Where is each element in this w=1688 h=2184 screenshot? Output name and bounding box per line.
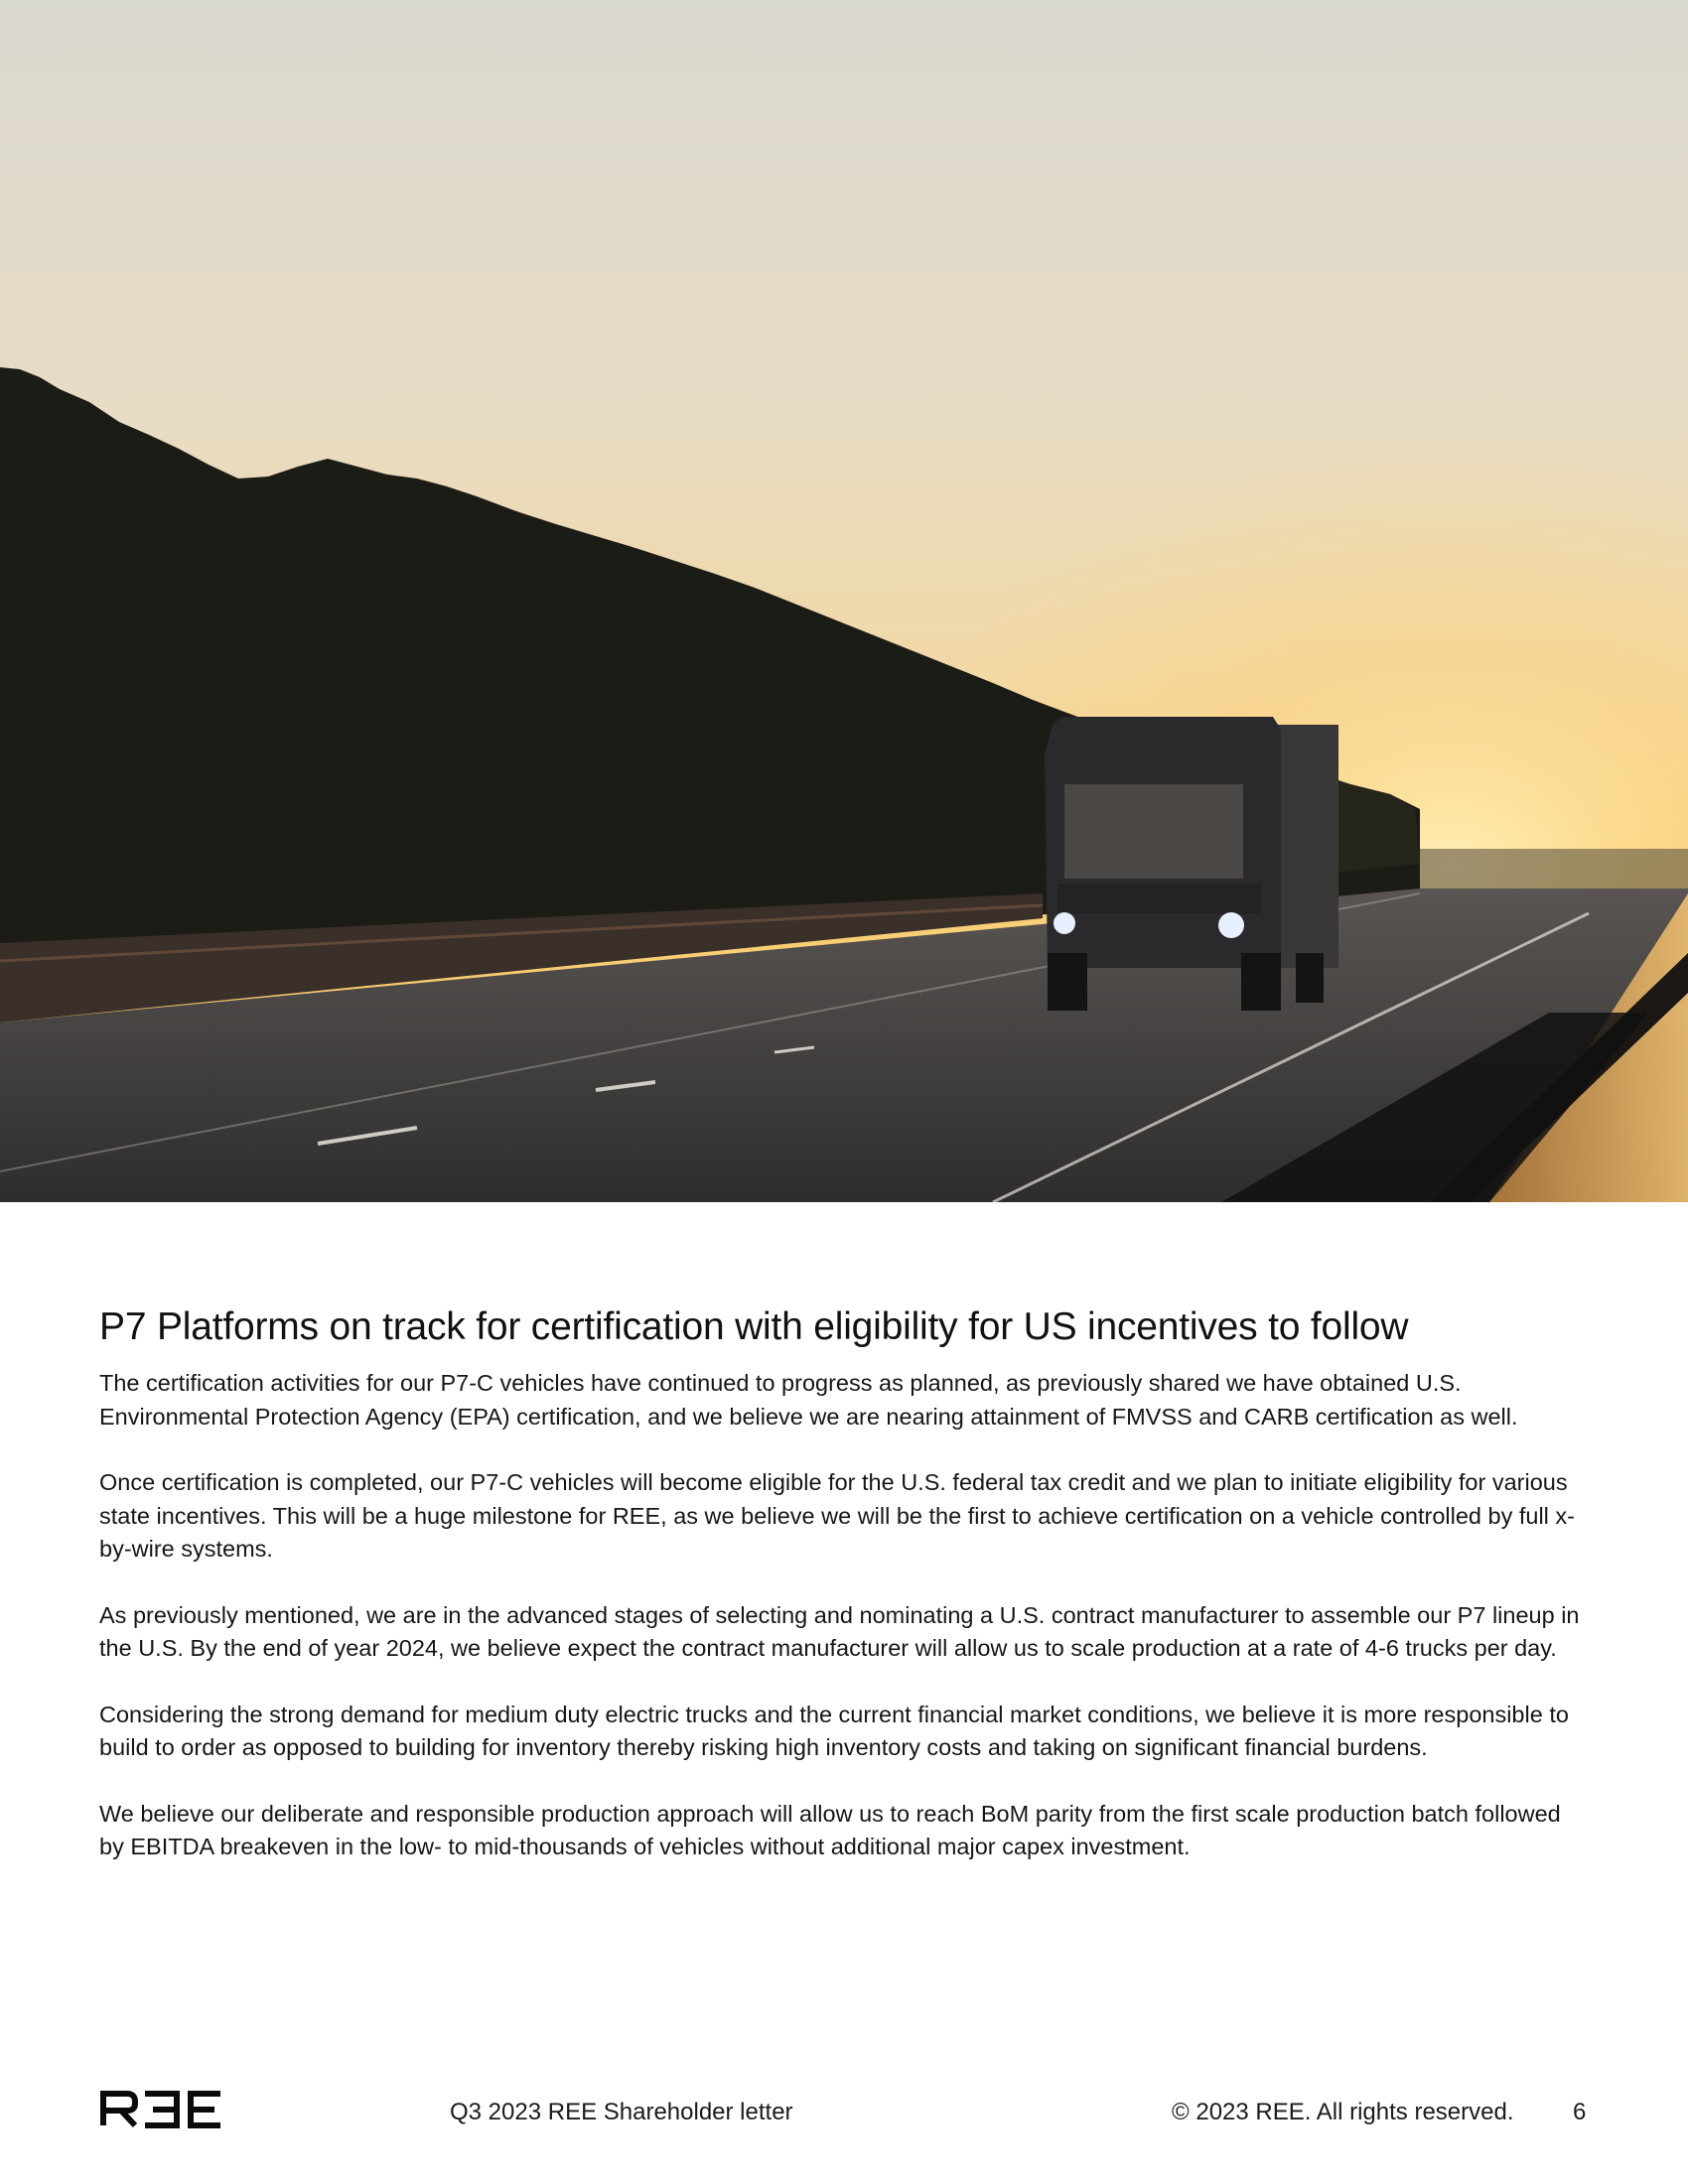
article	[99, 1305, 1589, 1897]
page-footer	[0, 2085, 1688, 2144]
document-title: Q3 2023 REE Shareholder letter	[450, 2099, 793, 2125]
truck-icon	[1045, 717, 1338, 1011]
paragraph-manufacturer: As previously mentioned, we are in the advanced stages of selecting and nominating a U.S. contract manufacturer to assemble our P7 lineup in the U.S. By the end of year 2024, we believe expect the contract manufacturer will allow us to scale production at a rate of 4-6 trucks per day.	[99, 1601, 1580, 1661]
copyright-notice: © 2023 REE. All rights reserved.	[1172, 2099, 1514, 2125]
ree-logo-icon	[99, 2091, 226, 2128]
section-heading: P7 Platforms on track for certification with eligibility for US incentives to follow	[99, 1305, 1409, 1348]
paragraph-production-approach: We believe our deliberate and responsible production approach will allow us to reach BoM parity from the first scale production batch followed by EBITDA breakeven in the low- to mid-thousands of vehicles without additional major capex investment.	[99, 1800, 1561, 1859]
paragraph-incentives: Once certification is completed, our P7-C vehicles will become eligible for the U.S. federal tax credit and we plan to initiate eligibility for various state incentives. This will be a huge milestone for REE, as we believe we will be the first to achieve certification on a vehicle controlled by full x-by-wire systems.	[99, 1469, 1576, 1562]
paragraph-build-to-order: Considering the strong demand for medium duty electric trucks and the current financial market conditions, we believe it is more responsible to build to order as opposed to building for inventory thereby risking high inventory costs and taking on significant financial burdens.	[99, 1701, 1569, 1760]
paragraph-certification: The certification activities for our P7-C vehicles have continued to progress as planned, as previously shared we have obtained U.S. Environmental Protection Agency (EPA) certification, and we believe we are nearing attainment of FMVSS and CARB certification as well.	[99, 1370, 1518, 1430]
page-number: 6	[1573, 2099, 1587, 2125]
